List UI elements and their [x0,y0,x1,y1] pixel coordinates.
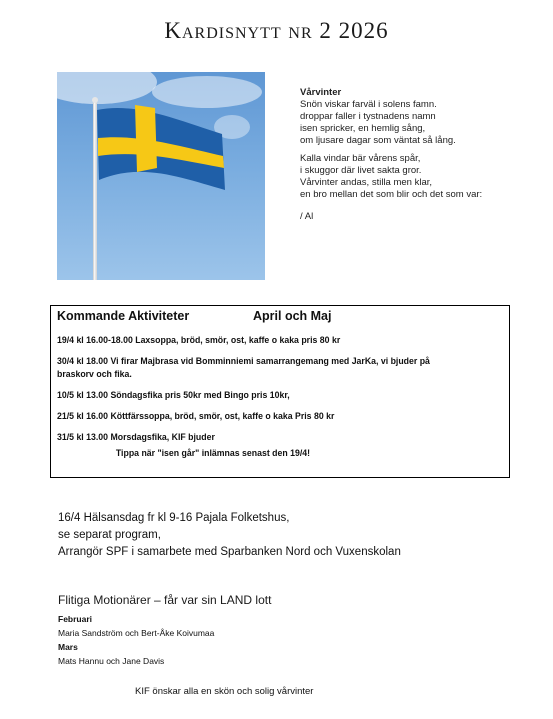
poem-stanza-2 [300,153,540,201]
poem-signature: / Al [300,211,314,222]
event-line: se separat program, [58,529,161,541]
poem-line: Vårvinter andas, stilla men klar, [300,177,433,188]
activities-box [50,305,510,478]
swedish-flag-photo [57,72,265,280]
poem-line: droppar faller i tystnadens namn [300,111,436,122]
poem [300,87,540,223]
event-line: Arrangör SPF i samarbete med Sparbanken Nord och Vuxenskolan [58,546,401,558]
poem-line: Kalla vindar bär vårens spår, [300,153,421,164]
poem-line: Snön viskar farväl i solens famn. [300,99,437,110]
activity-note: Tippa när "isen går" inlämnas senast den 19/4! [115,448,311,459]
motion-winners [58,612,214,668]
motion-month: Februari [58,614,93,624]
activity-item: 19/4 kl 16.00-18.00 Laxsoppa, bröd, smör, ost, kaffe o kaka pris 80 kr [57,335,341,346]
poem-line: isen spricker, en hemlig sång, [300,123,426,134]
activities-list [57,334,469,460]
motion-names: Maria Sandström och Bert-Åke Koivumaa [58,628,215,638]
activity-item: 21/5 kl 16.00 Köttfärssoppa, bröd, smör, ost, kaffe o kaka Pris 80 kr [57,411,335,422]
motion-heading: Flitiga Motionärer – får var sin LAND lott [58,593,272,607]
health-day-event [58,510,401,561]
activity-item: 10/5 kl 13.00 Söndagsfika pris 50kr med Bingo pris 10kr, [57,390,290,401]
activity-item: 30/4 kl 18.00 Vi firar Majbrasa vid Bomminniemi samarrangemang med JarKa, vi bjuder på braskorv och fika. [57,356,430,380]
newsletter-title: Kardisnytt nr 2 2026 [164,18,389,43]
event-line: 16/4 Hälsansdag fr kl 9-16 Pajala Folketshus, [58,512,290,524]
activities-period: April och Maj [253,309,332,323]
footer-greeting: KIF önskar alla en skön och solig vårvinter [135,686,314,697]
motion-names: Mats Hannu och Jane Davis [58,656,165,666]
motion-month: Mars [58,642,78,652]
poem-title: Vårvinter [300,87,342,98]
poem-line: i skuggor där livet sakta gror. [300,165,422,176]
activities-heading: Kommande Aktiviteter [57,309,190,323]
poem-line: en bro mellan det som blir och det som var: [300,189,483,200]
poem-line: om ljusare dagar som väntat så lång. [300,135,456,146]
poem-stanza-1 [300,99,540,147]
activity-item: 31/5 kl 13.00 Morsdagsfika, KIF bjuder [57,432,215,443]
